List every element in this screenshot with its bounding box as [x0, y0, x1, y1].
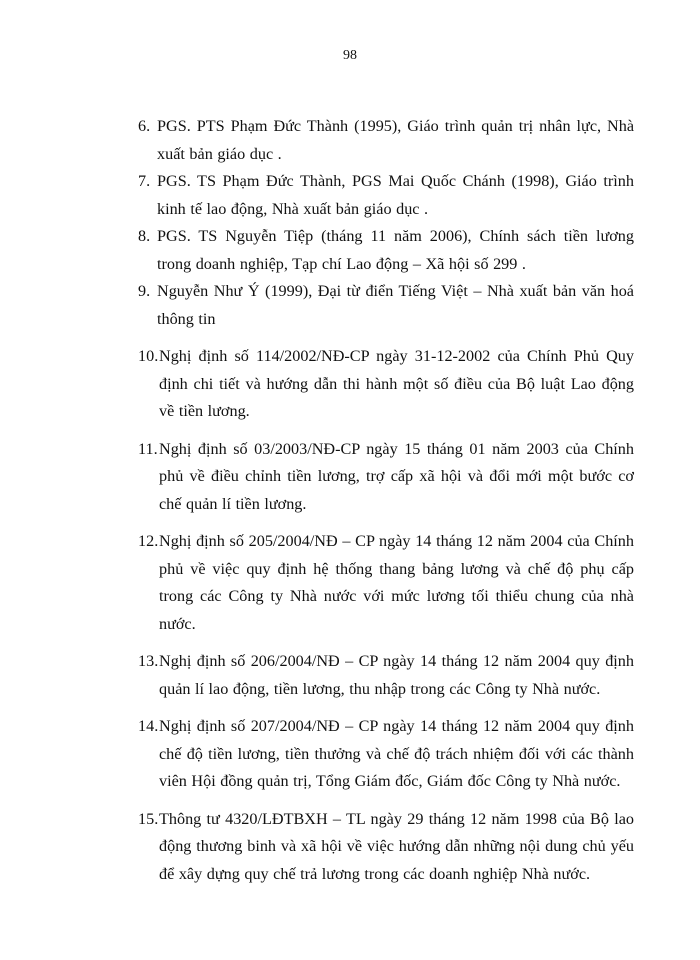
reference-text: Nghị định số 206/2004/NĐ – CP ngày 14 tháng 12 năm 2004 quy định quản lí lao động, tiền lương, thu nhập trong các Công ty Nhà nước.: [159, 652, 634, 698]
reference-item: [138, 806, 634, 889]
reference-number: 15.: [138, 809, 159, 828]
reference-number: 13.: [138, 652, 159, 670]
reference-item: [138, 528, 634, 638]
reference-number: 10.: [138, 347, 159, 365]
reference-item: [138, 168, 634, 223]
page-number: 98: [343, 48, 357, 63]
reference-item: [138, 113, 634, 168]
reference-item: [138, 436, 634, 519]
reference-text: Nguyễn Như Ý (1999), Đại từ điển Tiếng Việt – Nhà xuất bản văn hoá thông tin: [157, 282, 634, 328]
reference-text: Thông tư 4320/LĐTBXH – TL ngày 29 tháng 12 năm 1998 của Bộ lao động thương binh và xã hội về việc hướng dẫn những nội dung chủ yếu để xây dựng quy chế trả lương trong các doanh nghiệp Nhà nước.: [159, 809, 634, 883]
reference-text: Nghị định số 207/2004/NĐ – CP ngày 14 tháng 12 năm 2004 quy định chế độ tiền lương, tiền thưởng và chế độ trách nhiệm đối với các thành viên Hội đồng quản trị, Tổng Giám đốc, Giám đốc Công ty Nhà nước.: [159, 717, 634, 790]
reference-item: [138, 713, 634, 796]
reference-number: 11.: [138, 439, 158, 458]
reference-number: 6.: [138, 117, 151, 135]
reference-item: [138, 278, 634, 333]
reference-number: 8.: [138, 227, 151, 245]
reference-text: PGS. TS Phạm Đức Thành, PGS Mai Quốc Chánh (1998), Giáo trình kinh tế lao động, Nhà xuất bản giáo dục .: [157, 172, 634, 218]
reference-number: 14.: [138, 717, 159, 735]
reference-text: PGS. TS Nguyễn Tiệp (tháng 11 năm 2006), Chính sách tiền lương trong doanh nghiệp, Tạp chí Lao động – Xã hội số 299 .: [157, 227, 634, 273]
reference-item: [138, 223, 634, 278]
reference-item: [138, 343, 634, 426]
reference-number: 12.: [138, 532, 159, 550]
reference-number: 7.: [138, 172, 151, 190]
reference-text: PGS. PTS Phạm Đức Thành (1995), Giáo trình quản trị nhân lực, Nhà xuất bản giáo dục .: [157, 117, 634, 163]
reference-item: [138, 648, 634, 703]
reference-text: Nghị định số 205/2004/NĐ – CP ngày 14 tháng 12 năm 2004 của Chính phủ về việc quy định hệ thống thang bảng lương và chế độ phụ cấp trong các Công ty Nhà nước với mức lương tối thiểu chung của nhà nước.: [159, 532, 634, 633]
reference-list: [138, 113, 634, 898]
reference-number: 9.: [138, 282, 151, 300]
reference-text: Nghị định số 114/2002/NĐ-CP ngày 31-12-2002 của Chính Phủ Quy định chi tiết và hướng dẫn thi hành một số điều của Bộ luật Lao động về tiền lương.: [159, 347, 634, 420]
reference-text: Nghị định số 03/2003/NĐ-CP ngày 15 tháng 01 năm 2003 của Chính phủ về điều chỉnh tiền lương, trợ cấp xã hội và đổi mới một bước cơ chế quản lí tiền lương.: [159, 439, 634, 513]
